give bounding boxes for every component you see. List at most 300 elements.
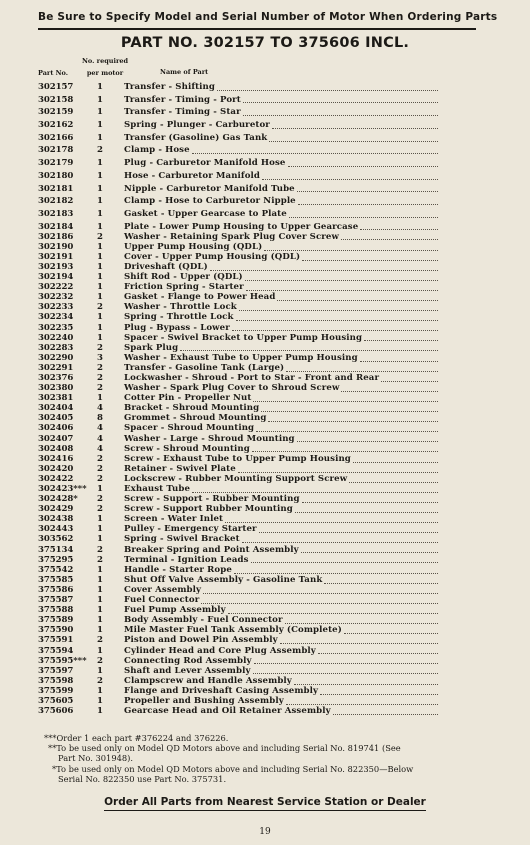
part-number: 375134 <box>38 544 74 555</box>
part-number: 302406 <box>38 423 74 434</box>
part-name: Transfer - Timing - Star <box>124 107 241 118</box>
part-number: 375594 <box>38 645 74 656</box>
table-row <box>38 646 478 656</box>
table-row <box>38 413 478 423</box>
part-name: Spacer - Shroud Mounting <box>124 423 255 434</box>
part-name: Lockwasher - Shroud - Port to Star - Front and Rear <box>124 372 380 383</box>
quantity-required: 2 <box>97 372 103 383</box>
part-number: 375605 <box>38 695 74 706</box>
part-number: 302179 <box>38 158 74 169</box>
dot-leader <box>238 472 438 473</box>
header-rule <box>38 28 476 30</box>
dot-leader <box>232 330 438 331</box>
dot-leader <box>302 502 438 503</box>
table-row <box>38 171 478 184</box>
part-name: Transfer - Timing - Port <box>124 94 241 105</box>
table-row <box>38 209 478 222</box>
table-row <box>38 383 478 393</box>
dot-leader <box>180 350 438 351</box>
quantity-required: 1 <box>97 312 103 323</box>
table-row <box>38 82 478 95</box>
table-row <box>38 454 478 464</box>
part-name: Clamp - Hose to Carburetor Nipple <box>124 196 296 207</box>
part-number: 302404 <box>38 403 74 414</box>
quantity-required: 1 <box>97 615 103 626</box>
part-number: 302443 <box>38 524 74 535</box>
dot-leader <box>360 229 438 230</box>
quantity-required: 2 <box>97 463 103 474</box>
dot-leader <box>353 462 438 463</box>
dot-leader <box>203 593 438 594</box>
quantity-required: 2 <box>97 494 103 505</box>
part-number: 375595*** <box>38 655 87 666</box>
table-row <box>38 323 478 333</box>
dot-leader <box>320 694 438 695</box>
column-header-part-no: Part No. <box>38 69 69 77</box>
footnote-line: **To be used only on Model QD Motors above and including Serial No. 819741 (See <box>48 743 401 754</box>
table-row <box>38 605 478 615</box>
part-name: Fuel Connector <box>124 595 200 606</box>
table-row <box>38 222 478 232</box>
part-name: Flange and Driveshaft Casing Assembly <box>124 685 319 696</box>
quantity-required: 1 <box>97 292 103 303</box>
part-name: Gasket - Upper Gearcase to Plate <box>124 208 287 219</box>
part-name: Cover - Upper Pump Housing (QDL) <box>124 251 301 262</box>
table-row <box>38 656 478 666</box>
dot-leader <box>280 643 438 644</box>
quantity-required: 1 <box>97 282 103 293</box>
dot-leader <box>201 603 438 604</box>
dot-leader <box>261 411 438 412</box>
page-number: 19 <box>259 827 271 837</box>
table-row <box>38 95 478 108</box>
part-name: Screw - Support Rubber Mounting <box>124 504 293 515</box>
order-instruction-banner: Be Sure to Specify Model and Serial Number of Motor When Ordering Parts <box>38 11 498 23</box>
part-name: Washer - Throttle Lock <box>124 302 237 313</box>
part-name: Cover Assembly <box>124 584 202 595</box>
dot-leader <box>360 361 438 362</box>
quantity-required: 1 <box>97 514 103 525</box>
dot-leader <box>259 532 438 533</box>
quantity-required: 4 <box>97 433 103 444</box>
part-name: Washer - Large - Shroud Mounting <box>124 433 295 444</box>
part-number: 302290 <box>38 352 74 363</box>
part-name: Mile Master Fuel Tank Assembly (Complete) <box>124 625 342 636</box>
part-number: 302190 <box>38 241 74 252</box>
dot-leader <box>341 391 438 392</box>
quantity-required: 1 <box>97 82 103 92</box>
part-number: 302233 <box>38 302 74 313</box>
part-number: 302376 <box>38 372 74 383</box>
dot-leader <box>344 633 438 634</box>
table-row <box>38 333 478 343</box>
dot-leader <box>217 90 438 91</box>
table-row <box>38 545 478 555</box>
part-number: 302240 <box>38 332 74 343</box>
part-number: 302381 <box>38 393 74 404</box>
part-number: 302158 <box>38 94 74 105</box>
table-row <box>38 666 478 676</box>
quantity-required: 1 <box>97 534 103 545</box>
quantity-required: 1 <box>97 261 103 272</box>
quantity-required: 1 <box>97 595 103 606</box>
table-row <box>38 615 478 625</box>
quantity-required: 4 <box>97 403 103 414</box>
quantity-required: 2 <box>97 473 103 484</box>
quantity-required: 1 <box>97 695 103 706</box>
table-row <box>38 555 478 565</box>
part-name: Cylinder Head and Core Plug Assembly <box>124 645 316 656</box>
part-number: 302184 <box>38 221 74 232</box>
part-name: Lockscrew - Rubber Mounting Support Screw <box>124 473 348 484</box>
quantity-required: 2 <box>97 635 103 646</box>
quantity-required: 1 <box>97 158 103 169</box>
part-name: Shut Off Valve Assembly - Gasoline Tank <box>124 574 323 585</box>
table-row <box>38 625 478 635</box>
dot-leader <box>245 280 438 281</box>
part-number: 302429 <box>38 504 74 515</box>
dot-leader <box>324 583 438 584</box>
table-row <box>38 252 478 262</box>
part-name: Washer - Spark Plug Cover to Shroud Screw <box>124 383 340 394</box>
part-number: 302235 <box>38 322 74 333</box>
table-row <box>38 343 478 353</box>
part-number: 375585 <box>38 574 74 585</box>
part-number: 302407 <box>38 433 74 444</box>
part-name: Piston and Dowel Pin Assembly <box>124 635 278 646</box>
part-name: Gearcase Head and Oil Retainer Assembly <box>124 706 331 717</box>
part-name: Driveshaft (QDL) <box>124 261 208 272</box>
part-number: 375542 <box>38 564 74 575</box>
footnote-line: ***Order 1 each part #376224 and 376226. <box>44 733 229 743</box>
table-row <box>38 262 478 272</box>
quantity-required: 4 <box>97 443 103 454</box>
quantity-required: 1 <box>97 322 103 333</box>
dot-leader <box>298 204 438 205</box>
part-number: 375295 <box>38 554 74 565</box>
part-name: Fuel Pump Assembly <box>124 605 226 616</box>
table-row <box>38 196 478 209</box>
part-name: Nipple - Carburetor Manifold Tube <box>124 183 295 194</box>
quantity-required: 1 <box>97 484 103 494</box>
table-row <box>38 575 478 585</box>
part-name: Washer - Exhaust Tube to Upper Pump Housing <box>124 352 358 363</box>
dot-leader <box>285 623 438 624</box>
dot-leader <box>256 431 438 432</box>
quantity-required: 2 <box>97 145 103 156</box>
part-number: 302283 <box>38 342 74 353</box>
part-number: 302416 <box>38 453 74 464</box>
part-name: Spring - Plunger - Carburetor <box>124 120 270 131</box>
part-number: 302222 <box>38 282 74 293</box>
dot-leader <box>246 290 438 291</box>
dot-leader <box>234 573 438 574</box>
quantity-required: 2 <box>97 504 103 515</box>
part-name: Breaker Spring and Point Assembly <box>124 544 299 555</box>
dot-leader <box>277 300 438 301</box>
part-number: 302157 <box>38 82 74 92</box>
quantity-required: 1 <box>97 251 103 262</box>
table-row <box>38 272 478 282</box>
quantity-required: 2 <box>97 231 103 242</box>
dot-leader <box>286 704 438 705</box>
part-name: Spring - Throttle Lock <box>124 312 234 323</box>
table-row <box>38 514 478 524</box>
part-number: 302181 <box>38 183 74 194</box>
part-name: Transfer - Gasoline Tank (Large) <box>124 362 285 373</box>
quantity-required: 1 <box>97 574 103 585</box>
dot-leader <box>301 552 438 553</box>
quantity-required: 1 <box>97 183 103 194</box>
table-row <box>38 292 478 302</box>
quantity-required: 1 <box>97 221 103 232</box>
part-number: 303562 <box>38 534 74 545</box>
dot-leader <box>297 191 438 192</box>
dot-leader <box>239 310 438 311</box>
table-row <box>38 393 478 403</box>
dot-leader <box>264 250 438 251</box>
table-row <box>38 595 478 605</box>
dot-leader <box>288 166 438 167</box>
dot-leader <box>289 217 438 218</box>
dot-leader <box>295 512 438 513</box>
quantity-required: 1 <box>97 208 103 219</box>
quantity-required: 1 <box>97 170 103 181</box>
part-number: 302423*** <box>38 484 87 494</box>
table-row <box>38 676 478 686</box>
part-name: Propeller and Bushing Assembly <box>124 695 284 706</box>
part-name: Upper Pump Housing (QDL) <box>124 241 263 252</box>
part-name: Retainer - Swivel Plate <box>124 463 236 474</box>
quantity-required: 1 <box>97 564 103 575</box>
part-name: Transfer (Gasoline) Gas Tank <box>124 132 268 143</box>
footnote-line: Serial No. 822350 use Part No. 375731. <box>58 773 227 784</box>
part-number: 302182 <box>38 196 74 207</box>
dot-leader <box>364 340 438 341</box>
table-row <box>38 534 478 544</box>
part-number: 375590 <box>38 625 74 636</box>
part-name: Terminal - Ignition Leads <box>124 554 249 565</box>
part-name: Shift Rod - Upper (QDL) <box>124 272 243 283</box>
table-row <box>38 494 478 504</box>
part-name: Body Assembly - Fuel Connector <box>124 615 283 626</box>
table-row <box>38 524 478 534</box>
quantity-required: 2 <box>97 342 103 353</box>
table-row <box>38 585 478 595</box>
dot-leader <box>192 492 438 493</box>
table-row <box>38 120 478 133</box>
part-number: 302186 <box>38 231 74 242</box>
part-number: 302178 <box>38 145 74 156</box>
dot-leader <box>381 381 438 382</box>
table-row <box>38 403 478 413</box>
quantity-required: 1 <box>97 272 103 283</box>
dot-leader <box>272 128 438 129</box>
dot-leader <box>236 320 438 321</box>
parts-table <box>38 82 478 716</box>
table-row <box>38 635 478 645</box>
part-name: Clamp - Hose <box>124 145 190 156</box>
table-row <box>38 282 478 292</box>
table-row <box>38 107 478 120</box>
footnote-line: Part No. 301948). <box>58 753 134 764</box>
table-row <box>38 706 478 716</box>
quantity-required: 3 <box>97 352 103 363</box>
dot-leader <box>242 542 438 543</box>
quantity-required: 1 <box>97 120 103 131</box>
table-row <box>38 504 478 514</box>
part-number: 375599 <box>38 685 74 696</box>
quantity-required: 2 <box>97 362 103 373</box>
table-row <box>38 444 478 454</box>
table-row <box>38 373 478 383</box>
quantity-required: 1 <box>97 107 103 118</box>
part-number: 375606 <box>38 706 74 717</box>
quantity-required: 1 <box>97 332 103 343</box>
table-row <box>38 696 478 706</box>
footnotes <box>44 733 484 784</box>
part-number: 375591 <box>38 635 74 646</box>
dot-leader <box>297 441 438 442</box>
part-number: 375598 <box>38 675 74 686</box>
part-name: Spring - Swivel Bracket <box>124 534 240 545</box>
quantity-required: 1 <box>97 132 103 143</box>
dot-leader <box>262 179 438 180</box>
part-number: 302162 <box>38 120 74 131</box>
dot-leader <box>192 153 438 154</box>
quantity-required: 2 <box>97 302 103 313</box>
part-number: 302159 <box>38 107 74 118</box>
part-name: Connecting Rod Assembly <box>124 655 252 666</box>
quantity-required: 1 <box>97 524 103 535</box>
table-row <box>38 474 478 484</box>
part-number: 302405 <box>38 413 74 424</box>
dot-leader <box>349 482 438 483</box>
part-name: Screw - Support - Rubber Mounting <box>124 494 300 505</box>
part-number: 302408 <box>38 443 74 454</box>
dot-leader <box>294 684 438 685</box>
part-number: 375597 <box>38 665 74 676</box>
dot-leader <box>210 270 438 271</box>
page-title: PART NO. 302157 TO 375606 INCL. <box>120 35 410 51</box>
part-name: Cotter Pin - Propeller Nut <box>124 393 252 404</box>
part-name: Screen - Water Inlet <box>124 514 224 525</box>
dot-leader <box>243 102 438 103</box>
table-row <box>38 184 478 197</box>
part-number: 302232 <box>38 292 74 303</box>
part-name: Friction Spring - Starter <box>124 282 244 293</box>
quantity-required: 1 <box>97 584 103 595</box>
dot-leader <box>286 371 438 372</box>
part-name: Spark Plug <box>124 342 179 353</box>
quantity-required: 1 <box>97 196 103 207</box>
quantity-required: 2 <box>97 554 103 565</box>
table-row <box>38 242 478 252</box>
dot-leader <box>253 673 438 674</box>
part-number: 302194 <box>38 272 74 283</box>
part-number: 302191 <box>38 251 74 262</box>
quantity-required: 2 <box>97 655 103 666</box>
part-number: 302428* <box>38 494 78 505</box>
dot-leader <box>341 239 438 240</box>
dot-leader <box>318 653 438 654</box>
part-name: Exhaust Tube <box>124 484 191 494</box>
part-number: 375587 <box>38 595 74 606</box>
table-row <box>38 423 478 433</box>
part-name: Plate - Lower Pump Housing to Upper Gearcase <box>124 221 359 232</box>
table-row <box>38 434 478 444</box>
column-header-name: Name of Part <box>160 68 209 76</box>
quantity-required: 1 <box>97 706 103 717</box>
quantity-required: 1 <box>97 645 103 656</box>
part-name: Washer - Retaining Spark Plug Cover Screw <box>124 231 339 242</box>
quantity-required: 1 <box>97 625 103 636</box>
quantity-required: 1 <box>97 605 103 616</box>
part-number: 302380 <box>38 383 74 394</box>
quantity-required: 2 <box>97 383 103 394</box>
part-name: Bracket - Shroud Mounting <box>124 403 260 414</box>
part-name: Plug - Carburetor Manifold Hose <box>124 158 286 169</box>
part-name: Hose - Carburetor Manifold <box>124 170 261 181</box>
quantity-required: 8 <box>97 413 103 424</box>
table-row <box>38 133 478 146</box>
part-name: Handle - Starter Rope <box>124 564 232 575</box>
table-row <box>38 232 478 242</box>
table-row <box>38 464 478 474</box>
dot-leader <box>268 421 438 422</box>
part-name: Screw - Shroud Mounting <box>124 443 250 454</box>
table-row <box>38 312 478 322</box>
quantity-required: 4 <box>97 423 103 434</box>
table-row <box>38 363 478 373</box>
quantity-required: 1 <box>97 94 103 105</box>
part-number: 375586 <box>38 584 74 595</box>
dot-leader <box>252 451 438 452</box>
order-parts-notice: Order All Parts from Nearest Service Station or Dealer <box>104 796 426 808</box>
dot-leader <box>225 522 438 523</box>
quantity-required: 2 <box>97 675 103 686</box>
part-name: Plug - Bypass - Lower <box>124 322 230 333</box>
dot-leader <box>243 115 438 116</box>
dot-leader <box>333 714 438 715</box>
quantity-required: 1 <box>97 393 103 404</box>
quantity-required: 2 <box>97 453 103 464</box>
footnote-line: *To be used only on Model QD Motors above and including Serial No. 822350—Below <box>52 763 414 774</box>
part-name: Shaft and Lever Assembly <box>124 665 251 676</box>
table-row <box>38 686 478 696</box>
quantity-required: 1 <box>97 685 103 696</box>
quantity-required: 2 <box>97 544 103 555</box>
quantity-required: 1 <box>97 665 103 676</box>
dot-leader <box>253 401 438 402</box>
part-name: Screw - Exhaust Tube to Upper Pump Housing <box>124 453 351 464</box>
column-header-required-line2: per motor <box>86 69 124 77</box>
column-header-required-line1: No. required <box>81 57 129 65</box>
part-name: Pulley - Emergency Starter <box>124 524 257 535</box>
part-number: 375589 <box>38 615 74 626</box>
part-number: 302183 <box>38 208 74 219</box>
part-name: Gasket - Flange to Power Head <box>124 292 276 303</box>
part-number: 302422 <box>38 473 74 484</box>
table-row <box>38 302 478 312</box>
quantity-required: 1 <box>97 241 103 252</box>
part-name: Spacer - Swivel Bracket to Upper Pump Housing <box>124 332 363 343</box>
part-name: Transfer - Shifting <box>124 82 216 92</box>
table-row <box>38 565 478 575</box>
part-number: 302438 <box>38 514 74 525</box>
table-row <box>38 145 478 158</box>
dot-leader <box>302 260 438 261</box>
